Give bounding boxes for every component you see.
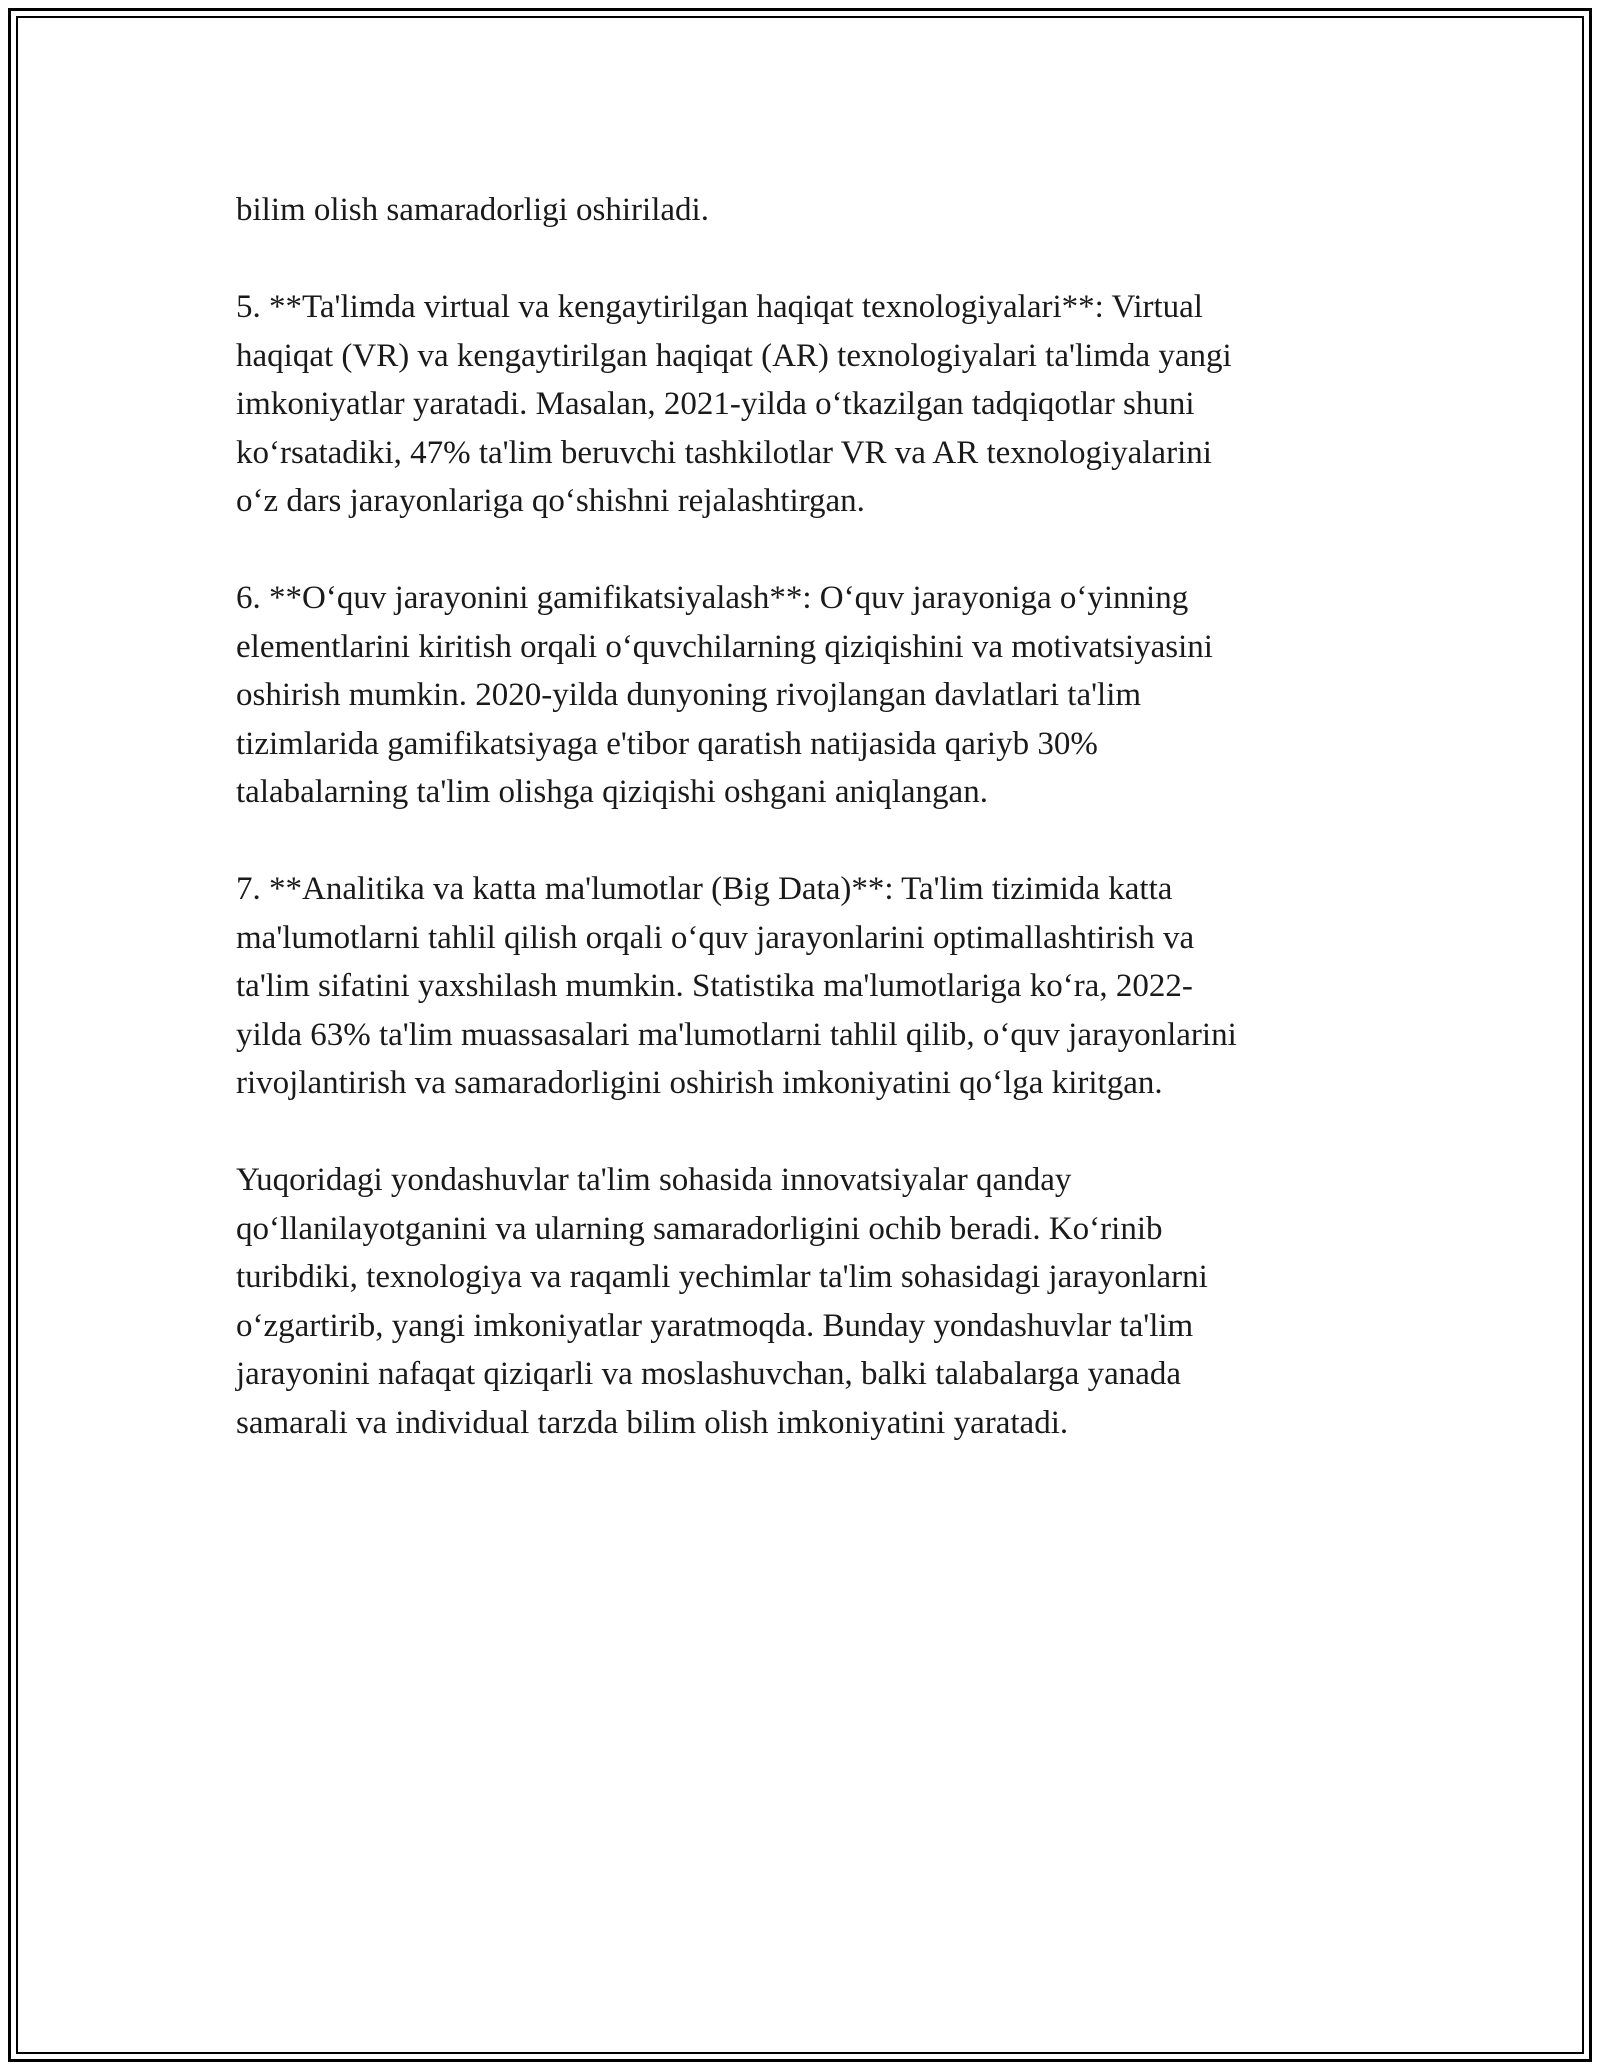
text-line: 6. **O‘quv jarayonini gamifikatsiyalash**: O‘quv jarayoniga o‘yinning: [236, 580, 1189, 616]
text-line: ma'lumotlarni tahlil qilish orqali o‘quv jarayonlarini optimallashtirish va: [236, 919, 1195, 956]
text-line: ko‘rsatadiki, 47% ta'lim beruvchi tashkilotlar VR va AR texnologiyalarini: [236, 434, 1212, 471]
text-line: imkoniyatlar yaratadi. Masalan, 2021-yilda o‘tkazilgan tadqiqotlar shuni: [236, 386, 1195, 422]
text-line: yilda 63% ta'lim muassasalari ma'lumotlarni tahlil qilib, o‘quv jarayonlarini: [236, 1016, 1237, 1053]
text-line: 5. **Ta'limda virtual va kengaytirilgan haqiqat texnologiyalari**: Virtual: [236, 289, 1203, 325]
text-line: jarayonini nafaqat qiziqarli va moslashuvchan, balki talabalarga yanada: [236, 1356, 1182, 1392]
paragraph-gap: [236, 526, 1366, 575]
paragraph-gap: [236, 1108, 1366, 1157]
paragraph-gap: [236, 817, 1366, 866]
paragraph-gamification: [236, 574, 1366, 817]
text-line: haqiqat (VR) va kengaytirilgan haqiqat (AR) texnologiyalari ta'limda yangi: [236, 337, 1232, 374]
text-line: bilim olish samaradorligi oshiriladi.: [236, 192, 709, 228]
text-line: samarali va individual tarzda bilim olish imkoniyatini yaratadi.: [236, 1404, 1069, 1441]
text-line: elementlarini kiritish orqali o‘quvchilarning qiziqishini va motivatsiyasini: [236, 628, 1213, 665]
paragraph-continuation: [236, 186, 1366, 235]
text-line: qo‘llanilayotganini va ularning samaradorligini ochib beradi. Ko‘rinib: [236, 1210, 1163, 1247]
text-line: o‘z dars jarayonlariga qo‘shishni rejalashtirgan.: [236, 483, 865, 519]
paragraph-gap: [236, 235, 1366, 284]
document-body: [236, 186, 1366, 1447]
text-line: rivojlantirish va samaradorligini oshirish imkoniyatini qo‘lga kiritgan.: [236, 1065, 1163, 1101]
text-line: Yuqoridagi yondashuvlar ta'lim sohasida innovatsiyalar qanday: [236, 1162, 1072, 1198]
text-line: oshirish mumkin. 2020-yilda dunyoning rivojlangan davlatlari ta'lim: [236, 677, 1142, 713]
paragraph-vr-ar: [236, 283, 1366, 526]
paragraph-big-data: [236, 865, 1366, 1108]
paragraph-conclusion: [236, 1156, 1366, 1447]
text-line: 7. **Analitika va katta ma'lumotlar (Big Data)**: Ta'lim tizimida katta: [236, 871, 1173, 907]
text-line: talabalarning ta'lim olishga qiziqishi oshgani aniqlangan.: [236, 774, 988, 810]
text-line: o‘zgartirib, yangi imkoniyatlar yaratmoqda. Bunday yondashuvlar ta'lim: [236, 1307, 1194, 1344]
text-line: tizimlarida gamifikatsiyaga e'tibor qaratish natijasida qariyb 30%: [236, 725, 1098, 762]
text-line: ta'lim sifatini yaxshilash mumkin. Statistika ma'lumotlariga ko‘ra, 2022-: [236, 968, 1193, 1004]
text-line: turibdiki, texnologiya va raqamli yechimlar ta'lim sohasidagi jarayonlarni: [236, 1259, 1208, 1295]
